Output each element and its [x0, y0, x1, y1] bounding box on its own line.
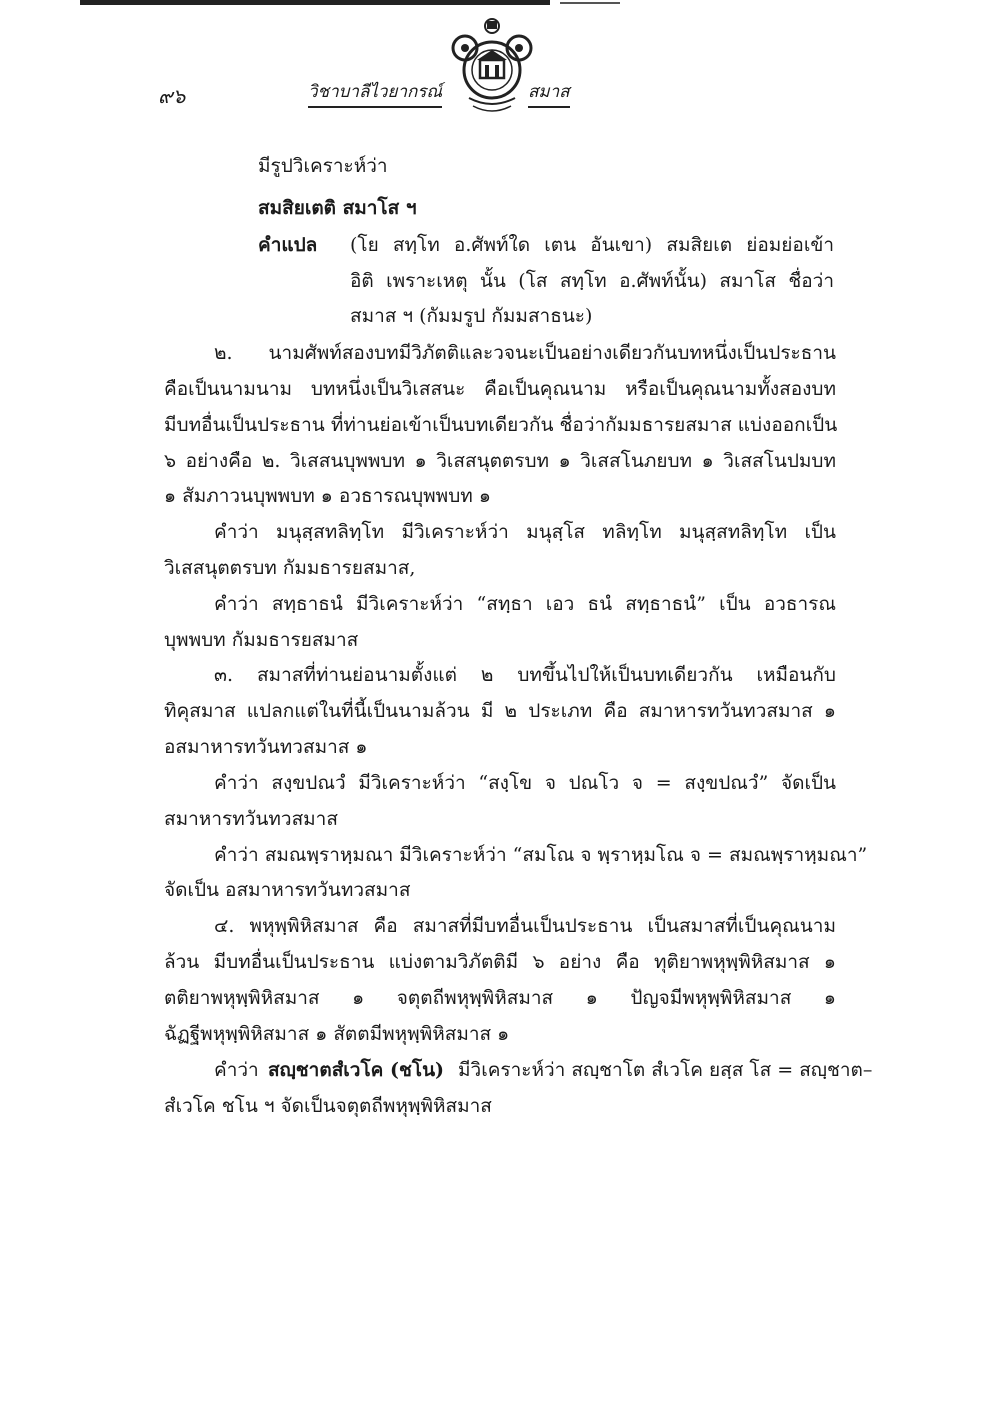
- body-line: (โย สทฺโท อ.ศัพท์ใด เตน อันเขา) สมสิยเต ย่อมย่อเข้า: [350, 234, 834, 256]
- body-line: บุพพบท กัมมธารยสมาส: [164, 629, 359, 651]
- body-line: คำว่า สมณพฺราหฺมณา มีวิเคราะห์ว่า “สมโณ จ พฺราหฺมโณ จ = สมณพฺราหฺมณา”: [214, 844, 868, 866]
- body-line: มีวิเคราะห์ว่า สญฺชาโต สํเวโค ยสฺส โส = สญฺชาต–: [458, 1059, 873, 1081]
- body-line: ทิคุสมาส แปลกแต่ในที่นี้เป็นนามล้วน มี ๒ ประเภท คือ สมาหารทวันทวสมาส ๑: [164, 700, 836, 722]
- top-border-line: [80, 0, 550, 5]
- body-line: ๑ สัมภาวนบุพพบท ๑ อวธารณบุพพบท ๑: [164, 485, 491, 507]
- body-line: ฉัฏฐีพหุพฺพิหิสมาส ๑ สัตตมีพหุพฺพิหิสมาส ๑: [164, 1023, 510, 1045]
- body-line: วิเสสนุตตรบท กัมมธารยสมาส,: [164, 557, 416, 579]
- body-line: ๓. สมาสที่ท่านย่อนามตั้งแต่ ๒ บทขึ้นไปให้เป็นบทเดียวกัน เหมือนกับ: [214, 664, 836, 686]
- body-line: สํเวโค ชโน ฯ จัดเป็นจตุตถีพหุพฺพิหิสมาส: [164, 1095, 492, 1117]
- term-highlight: สญฺชาตสํเวโค (ชโน): [268, 1059, 445, 1081]
- page-number: ๙๖: [158, 84, 186, 108]
- body-line: คือเป็นนามนาม บทหนึ่งเป็นวิเสสนะ คือเป็นคุณนาม หรือเป็นคุณนามทั้งสองบท: [164, 378, 836, 400]
- body-line: คำว่า สทฺธาธนํ มีวิเคราะห์ว่า “สทฺธา เอว ธนํ สทฺธาธนํ” เป็น อวธารณ: [214, 593, 836, 615]
- body-line-prefix: คำว่า: [214, 1059, 259, 1081]
- emblem-seal-icon: [447, 18, 537, 118]
- body-line: จัดเป็น อสมาหารทวันทวสมาส: [164, 879, 411, 901]
- body-line: คำว่า สงฺขปณวํ มีวิเคราะห์ว่า “สงฺโข จ ปณโว จ = สงฺขปณวํ” จัดเป็น: [214, 772, 836, 794]
- body-line: มีรูปวิเคราะห์ว่า: [258, 155, 388, 177]
- header-chapter-title: สมาส: [528, 78, 570, 108]
- body-line: ๖ อย่างคือ ๒. วิเสสนบุพพบท ๑ วิเสสนุตตรบท ๑ วิเสสโนภยบท ๑ วิเสสโนปมบท: [164, 450, 836, 472]
- top-border-line-fragment: [560, 2, 620, 4]
- body-line: มีบทอื่นเป็นประธาน ที่ท่านย่อเข้าเป็นบทเดียวกัน ชื่อว่ากัมมธารยสมาส แบ่งออกเป็น: [164, 414, 838, 436]
- body-line: สมาส ฯ (กัมมรูป กัมมสาธนะ): [350, 305, 593, 327]
- header-book-title: วิชาบาลีไวยากรณ์: [308, 78, 442, 108]
- body-line: อสมาหารทวันทวสมาส ๑: [164, 736, 368, 758]
- body-line: คำว่า มนุสฺสทลิทฺโท มีวิเคราะห์ว่า มนุสฺโส ทลิทฺโท มนุสฺสทลิทฺโท เป็น: [214, 521, 836, 543]
- body-line: ๒. นามศัพท์สองบทมีวิภัตติและวจนะเป็นอย่างเดียวกันบทหนึ่งเป็นประธาน: [214, 342, 836, 364]
- body-line: สมาหารทวันทวสมาส: [164, 808, 338, 830]
- body-line: ตติยาพหุพฺพิหิสมาส ๑ จตุตถีพหุพฺพิหิสมาส ๑ ปัญจมีพหุพฺพิหิสมาส ๑: [164, 987, 836, 1009]
- body-line: สมสิยเตติ สมาโส ฯ: [258, 197, 417, 219]
- term-label: คำแปล: [258, 234, 318, 256]
- body-line: อิติ เพราะเหตุ นั้น (โส สทฺโท อ.ศัพท์นั้น) สมาโส ชื่อว่า: [350, 270, 834, 292]
- page-header: [0, 70, 1000, 130]
- body-line: ล้วน มีบทอื่นเป็นประธาน แบ่งตามวิภัตติมี ๖ อย่าง คือ ทุติยาพหุพฺพิหิสมาส ๑: [164, 951, 836, 973]
- body-line: ๔. พหุพฺพิหิสมาส คือ สมาสที่มีบทอื่นเป็นประธาน เป็นสมาสที่เป็นคุณนาม: [214, 915, 836, 937]
